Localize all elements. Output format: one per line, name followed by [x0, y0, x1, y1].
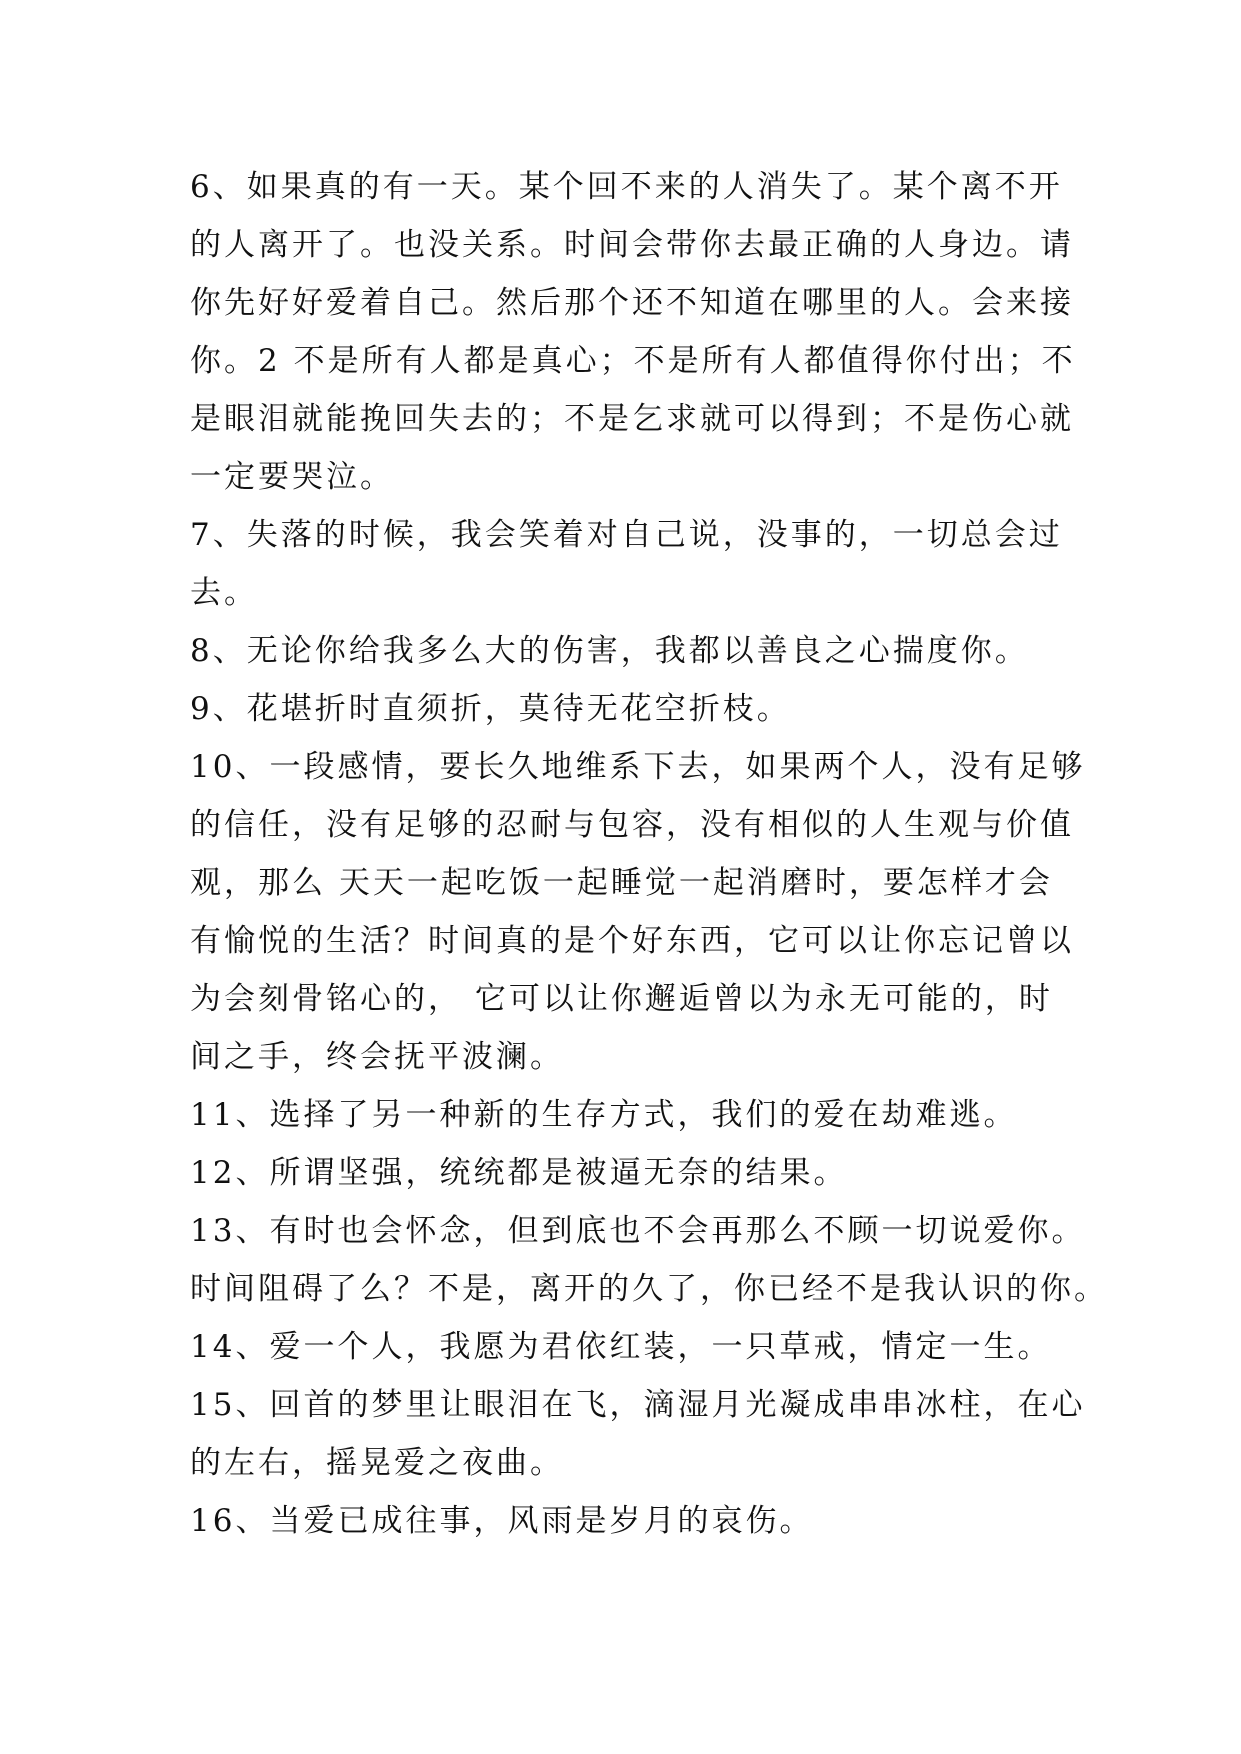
text-line: 去。 [190, 575, 258, 611]
text-line-item-6: 6、如果真的有一天。某个回不来的人消失了。某个离不开 [190, 169, 1063, 205]
document-body [190, 158, 1108, 1550]
text-line-item-14: 14、爱一个人，我愿为君依红装，一只草戒，情定一生。 [190, 1329, 1052, 1365]
text-line-item-15: 15、回首的梦里让眼泪在飞，滴湿月光凝成串串冰柱，在心 [190, 1387, 1086, 1423]
text-line: 的左右，摇晃爱之夜曲。 [190, 1445, 564, 1481]
text-line: 的信任，没有足够的忍耐与包容，没有相似的人生观与价值 [190, 807, 1074, 843]
text-line-item-13: 13、有时也会怀念，但到底也不会再那么不顾一切说爱你。 [190, 1213, 1086, 1249]
text-line: 观，那么 天天一起吃饭一起睡觉一起消磨时，要怎样才会 [190, 865, 1053, 901]
text-line: 你先好好爱着自己。然后那个还不知道在哪里的人。会来接 [190, 285, 1074, 321]
text-line-item-11: 11、选择了另一种新的生存方式，我们的爱在劫难逃。 [190, 1097, 1018, 1133]
text-line-item-16: 16、当爱已成往事，风雨是岁月的哀伤。 [190, 1503, 814, 1539]
text-line: 你。2 不是所有人都是真心；不是所有人都值得你付出；不 [190, 343, 1076, 379]
text-line: 一定要哭泣。 [190, 459, 394, 495]
text-line: 为会刻骨铭心的， 它可以让你邂逅曾以为永无可能的，时 [190, 981, 1053, 1017]
text-line: 时间阻碍了么？不是，离开的久了，你已经不是我认识的你。 [190, 1271, 1108, 1307]
text-line-item-12: 12、所谓坚强，统统都是被逼无奈的结果。 [190, 1155, 848, 1191]
text-line-item-10: 10、一段感情，要长久地维系下去，如果两个人，没有足够 [190, 749, 1086, 785]
text-line: 的人离开了。也没关系。时间会带你去最正确的人身边。请 [190, 227, 1074, 263]
text-line: 间之手，终会抚平波澜。 [190, 1039, 564, 1075]
text-line-item-8: 8、无论你给我多么大的伤害，我都以善良之心揣度你。 [190, 633, 1029, 669]
text-line-item-9: 9、花堪折时直须折，莫待无花空折枝。 [190, 691, 791, 727]
text-line: 是眼泪就能挽回失去的；不是乞求就可以得到；不是伤心就 [190, 401, 1074, 437]
text-line-item-7: 7、失落的时候，我会笑着对自己说，没事的，一切总会过 [190, 517, 1063, 553]
text-line: 有愉悦的生活？时间真的是个好东西，它可以让你忘记曾以 [190, 923, 1074, 959]
